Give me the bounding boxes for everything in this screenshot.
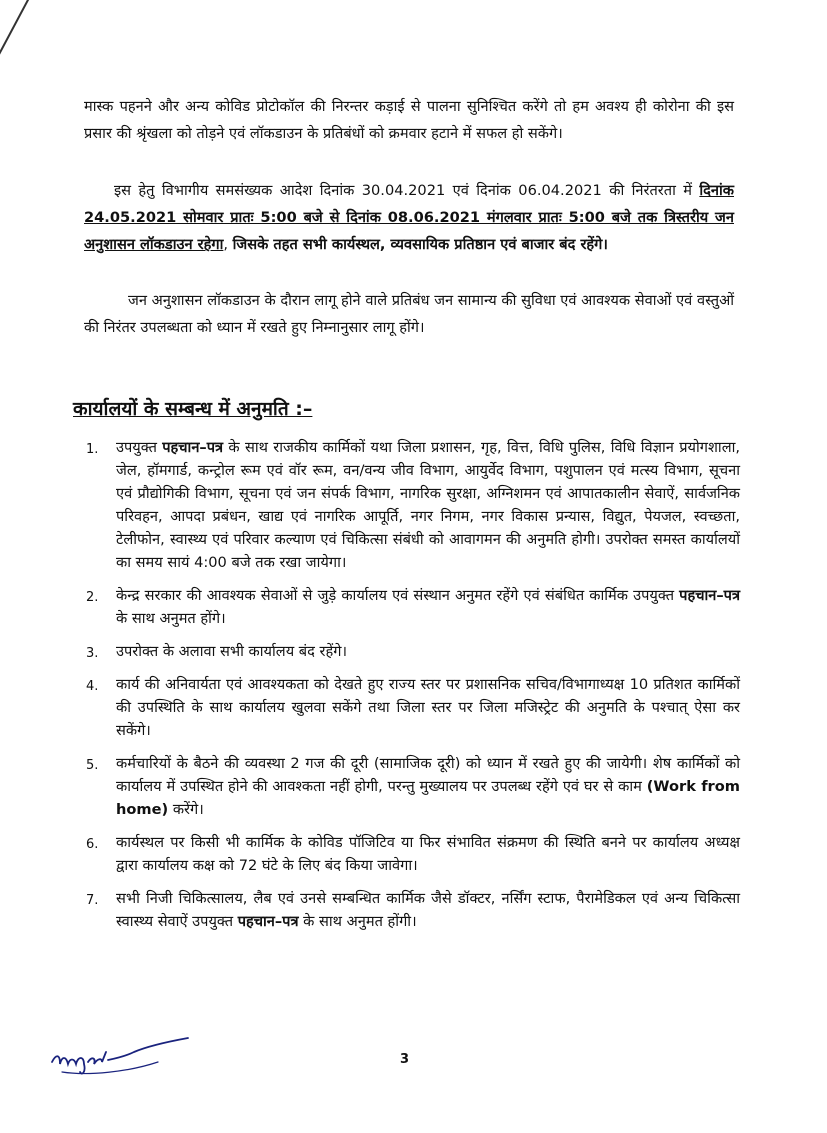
item-text-part: के साथ अनुमत होंगे। — [116, 610, 226, 627]
item-text — [116, 436, 740, 574]
permissions-list — [80, 436, 740, 943]
item-number: 2. — [86, 590, 99, 605]
paragraph-lockdown-order — [84, 177, 734, 258]
item-text-part: कार्य की अनिवार्यता एवं आवश्यकता को देखते हुए राज्य स्तर पर प्रशासनिक सचिव/विभागाध्यक्ष 10 प्रतिशत कार्मिकों की उपस्थिति के साथ कार्यालय खुलवा सकेंगे तथा जिला स्तर पर जिला मजिस्ट्रेट की अनुमति के पश्चात् ऐसा कर सकेंगे। — [116, 676, 740, 739]
section-heading: कार्यालयों के सम्बन्ध में अनुमति :– — [73, 398, 313, 420]
id-card-bold: पहचान–पत्र — [237, 913, 299, 930]
list-item — [80, 436, 740, 574]
list-item — [80, 887, 740, 933]
list-item — [80, 673, 740, 742]
id-card-bold: पहचान–पत्र — [162, 439, 224, 456]
list-item — [80, 831, 740, 877]
paragraph-restrictions: जन अनुशासन लॉकडाउन के दौरान लागू होने वाले प्रतिबंध जन सामान्य की सुविधा एवं आवश्यक सेवाओं एवं वस्तुओं की निरंतर उपलब्धता को ध्यान में रखते हुए निम्नानुसार लागू होंगे। — [84, 292, 734, 336]
scan-edge-line — [0, 0, 32, 76]
item-number: 1. — [86, 442, 99, 457]
item-text — [116, 640, 740, 663]
item-text-part: उपयुक्त — [116, 439, 163, 456]
order-text: इस हेतु विभागीय समसंख्यक आदेश दिनांक 30.04.2021 एवं दिनांक 06.04.2021 की निरंतरता में — [114, 182, 700, 199]
item-text-part: कर्मचारियों के बैठने की व्यवस्था 2 गज की दूरी (सामाजिक दूरी) को ध्यान में रखते हुए की जायेगी। शेष कार्मिकों को कार्यालय में उपस्थित होने की आवश्कता नहीं होगी, परन्तु मुख्यालय पर उपलब्ध रहेंगे एवं घर से काम — [116, 755, 740, 795]
item-number: 3. — [86, 646, 99, 661]
item-text-part: के साथ अनुमत होंगी। — [298, 913, 417, 930]
item-text — [116, 752, 740, 821]
item-text-part: करेंगे। — [168, 801, 204, 818]
list-item — [80, 584, 740, 630]
item-text — [116, 584, 740, 630]
work-from-home-bold: (Work from home) — [116, 778, 740, 818]
item-text — [116, 887, 740, 933]
item-number: 5. — [86, 758, 99, 773]
list-item — [80, 752, 740, 821]
id-card-bold: पहचान–पत्र — [679, 587, 740, 604]
item-text-part: केन्द्र सरकार की आवश्यक सेवाओं से जुड़े कार्यालय एवं संस्थान अनुमत रहेंगे एवं संबंधित कार्मिक उपयुक्त — [116, 587, 680, 604]
item-number: 6. — [86, 837, 99, 852]
item-text — [116, 831, 740, 877]
lockdown-dates-bold: दिनांक 24.05.2021 सोमवार प्रातः 5:00 बजे से दिनांक 08.06.2021 मंगलवार प्रातः 5:00 बजे तक त्रिस्तरीय जन अनुशासन लॉकडाउन रहेगा — [84, 182, 734, 253]
order-comma: , — [223, 236, 233, 253]
page-number: 3 — [400, 1052, 410, 1067]
item-text-part: सभी निजी चिकित्सालय, लैब एवं उनसे सम्बन्धित कार्मिक जैसे डॉक्टर, नर्सिंग स्टाफ, पैरामेडिकल एवं अन्य चिकित्सा स्वास्थ्य सेवाऐं उपयुक्त — [116, 890, 740, 930]
item-text-part: के साथ राजकीय कार्मिकों यथा जिला प्रशासन, गृह, वित्त, विधि पुलिस, विधि विज्ञान प्रयोगशाला, जेल, हॉमगार्ड, कन्ट्रोल रूम एवं वॉर रूम, वन/वन्य जीव विभाग, आयुर्वेद विभाग, पशुपालन एवं मत्स्य विभाग, सूचना एवं प्रौद्योगिकी विभाग, सूचना एवं जन संपर्क विभाग, नागरिक सुरक्षा, अग्निशमन एवं आपातकालीन सेवाऐं, सार्वजनिक परिवहन, आपदा प्रबंधन, खाद्य एवं नागरिक आपूर्ति, नगर निगम, नगर विकास प्रन्यास, विद्युत, पेयजल, स्वच्छता, टेलीफोन, स्वास्थ्य एवं परिवार कल्याण एवं चिकित्सा संबंधी को आवागमन की अनुमति होगी। उपरोक्त समस्त कार्यालयों का समय सायं 4:00 बजे तक रखा जायेगा। — [116, 439, 741, 571]
paragraph-intro: मास्क पहनने और अन्य कोविड प्रोटोकॉल की निरन्तर कड़ाई से पालना सुनिश्चित करेंगे तो हम अवश्य ही कोरोना की इस प्रसार की श्रृंखला को तोड़ने एवं लॉकडाउन के प्रतिबंधों को क्रमवार हटाने में सफल हो सकेंगे। — [84, 98, 734, 142]
item-text-part: कार्यस्थल पर किसी भी कार्मिक के कोविड पॉजिटिव या फिर संभावित संक्रमण की स्थिति बनने पर कार्यालय अध्यक्ष द्वारा कार्यालय कक्ष को 72 घंटे के लिए बंद किया जावेगा। — [116, 834, 740, 874]
closure-bold: जिसके तहत सभी कार्यस्थल, व्यवसायिक प्रतिष्ठान एवं बाजार बंद रहेंगे। — [232, 236, 608, 253]
item-number: 4. — [86, 679, 99, 694]
signature-icon — [48, 1032, 198, 1082]
item-text — [116, 673, 740, 742]
list-item — [80, 640, 740, 663]
item-text-part: उपरोक्त के अलावा सभी कार्यालय बंद रहेंगे। — [116, 643, 347, 660]
item-number: 7. — [86, 893, 99, 908]
